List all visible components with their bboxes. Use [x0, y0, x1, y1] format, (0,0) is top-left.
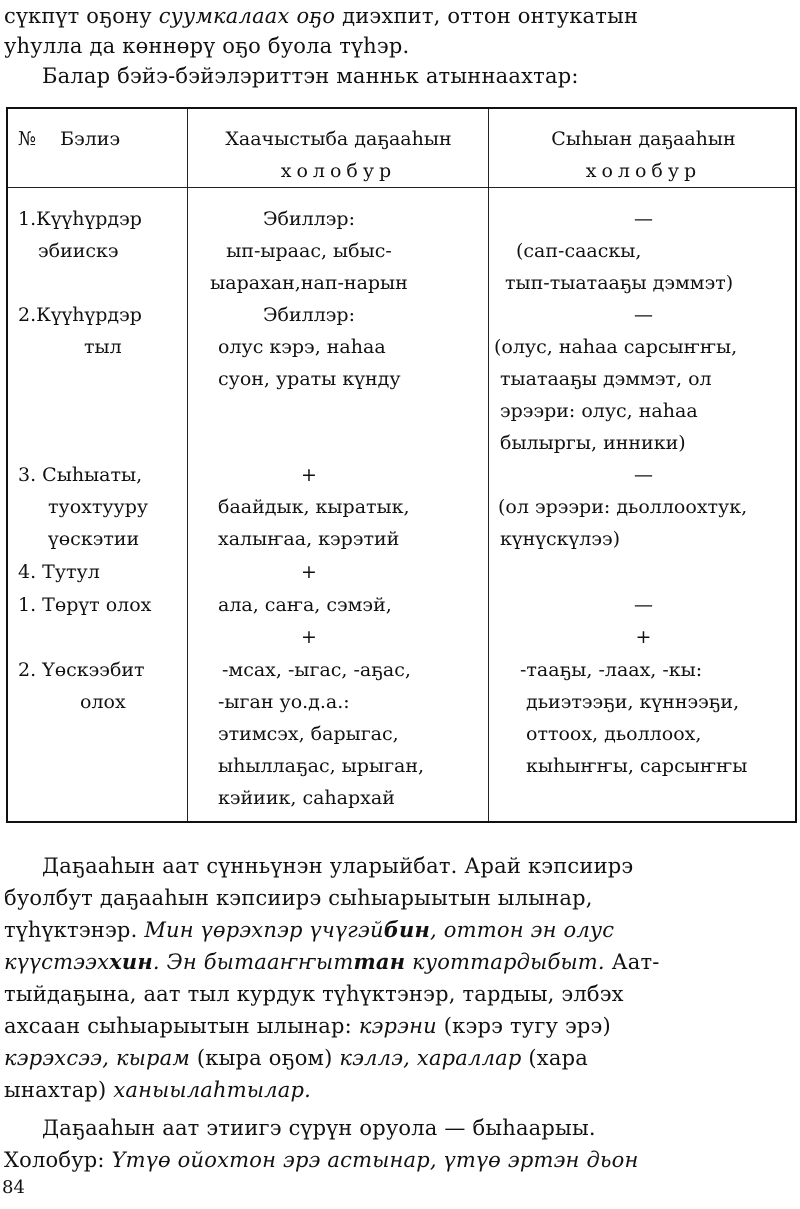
- intro-line-3: [42, 60, 579, 92]
- text-run: Балар бэйэ-бэйэлэриттэн манньк атыннаахтар:: [42, 64, 579, 88]
- col1-row-10: туохтууру: [48, 496, 149, 518]
- col2-row-2: ып-ыраас, ыбыс-: [226, 240, 392, 262]
- col3-row-11: күнүскүлээ): [500, 528, 621, 550]
- body-line-9: [42, 1112, 596, 1144]
- text-run-italic: суумкалаах оҕо: [158, 4, 336, 28]
- col2-row-1: Эбиллэр:: [263, 208, 355, 230]
- text-run-italic: ханыылаһтылар.: [113, 1078, 311, 1102]
- text-run: түһүктэнэр.: [4, 918, 145, 942]
- body-line-5: [4, 978, 624, 1010]
- body-line-8: [4, 1074, 311, 1106]
- header-col3-line1: Сыһыан даҕааһын: [551, 128, 736, 150]
- text-run: тыйдаҕына, аат тыл курдук түһүктэнэр, тардыы, элбэх: [4, 982, 624, 1006]
- text-run-italic: куоттардыбыт.: [405, 950, 605, 974]
- col3-row-3: тып-тыатааҕы дэммэт): [505, 272, 734, 294]
- column-divider-2: [488, 109, 489, 821]
- body-line-7: [4, 1042, 588, 1074]
- text-run-italic: Мин үөрэхпэр үчүгэй: [144, 918, 384, 942]
- text-run-bold-italic: бин: [383, 917, 431, 942]
- intro-line-1: [4, 0, 638, 32]
- body-line-4: [4, 946, 660, 978]
- col3-row-14: +: [635, 626, 652, 648]
- col1-row-4: 2.Күүһүрдэр: [18, 304, 142, 326]
- body-line-6: [4, 1010, 611, 1042]
- col2-row-15: -мсах, -ыгас, -аҕас,: [222, 659, 411, 681]
- col1-row-16: олох: [80, 691, 126, 713]
- col2-row-9: +: [301, 464, 317, 486]
- text-run: ынахтар): [4, 1078, 114, 1102]
- text-run-italic: . Эн бытааҥҥыт: [152, 950, 354, 974]
- page-number: 84: [2, 1177, 25, 1198]
- text-run-bold-italic: тан: [353, 949, 406, 974]
- col3-row-2: (сап-сааскы,: [516, 240, 642, 262]
- header-col2-line2: холобур: [280, 160, 397, 182]
- col1-row-5: тыл: [84, 336, 122, 358]
- col1-row-1: 1.Күүһүрдэр: [18, 208, 142, 230]
- col2-row-10: баайдык, кыратык,: [218, 496, 410, 518]
- col1-row-15: 2. Үөскээбит: [18, 659, 145, 681]
- body-line-2: [4, 882, 593, 914]
- col3-row-13: —: [634, 594, 653, 616]
- col2-row-12: +: [301, 561, 317, 583]
- col3-row-5: (олус, наһаа сарсыҥҥы,: [494, 336, 738, 358]
- col3-row-9: —: [634, 464, 653, 486]
- text-run: Аат-: [604, 950, 660, 974]
- text-run: сүкпүт оҕону: [4, 4, 159, 28]
- text-run-italic: кэллэ, хараллар: [339, 1046, 522, 1070]
- comparison-table: [6, 107, 797, 823]
- text-run: (кэрэ тугу эрэ): [436, 1014, 611, 1038]
- col3-row-8: былыргы, инники): [500, 432, 686, 454]
- col1-row-13: 1. Төрүт олох: [18, 594, 152, 616]
- text-run-bold-italic: хин: [109, 949, 153, 974]
- text-run: уһулла да көннөрү оҕо буола түһэр.: [4, 34, 410, 58]
- col3-row-16: дьиэтээҕи, күннээҕи,: [526, 691, 740, 713]
- col2-row-14: +: [301, 626, 317, 648]
- col2-row-18: ыһыллаҕас, ырыган,: [218, 755, 425, 777]
- text-run: Даҕааһын аат этиигэ сүрүн оруола — быһаарыы.: [42, 1116, 596, 1140]
- col1-row-11: үөскэтии: [48, 528, 140, 550]
- col3-row-7: эрээри: олус, наһаа: [500, 400, 698, 422]
- col3-row-17: оттоох, дьоллоох,: [526, 723, 702, 745]
- body-line-3: [4, 914, 614, 946]
- header-col2-line1: Хаачыстыба даҕааһын: [225, 128, 452, 150]
- col1-row-12: 4. Тутул: [18, 561, 100, 583]
- col2-row-3: ыарахан,нап-нарын: [210, 272, 408, 294]
- text-run-italic: күүстээх: [4, 950, 110, 974]
- col3-row-6: тыатааҕы дэммэт, ол: [500, 368, 712, 390]
- text-run: буолбут даҕааһын кэпсиирэ сыһыарыытын ылынар,: [4, 886, 593, 910]
- col3-row-1: —: [634, 208, 653, 230]
- text-run-italic: Үтүө ойохтон эрэ астынар, үтүө эртэн дьон: [111, 1148, 639, 1172]
- intro-line-2: [4, 30, 409, 62]
- text-run: (кыра оҕом): [190, 1046, 340, 1070]
- header-col1: № Бэлиэ: [18, 128, 121, 150]
- col2-row-16: -ыган уо.д.а.:: [218, 691, 350, 713]
- col3-row-15: -тааҕы, -лаах, -кы:: [520, 659, 703, 681]
- body-line-10: [4, 1144, 638, 1176]
- text-run: диэхпит, оттон онтукатын: [335, 4, 639, 28]
- text-run-italic: кэрэни: [358, 1014, 437, 1038]
- text-run: ахсаан сыһыарыытын ылынар:: [4, 1014, 359, 1038]
- text-run-italic: , оттон эн олус: [430, 918, 615, 942]
- text-run: (хара: [521, 1046, 588, 1070]
- col3-row-18: кыһыҥҥы, сарсыҥҥы: [526, 755, 748, 777]
- text-run-italic: кэрэхсээ, кырам: [4, 1046, 191, 1070]
- col2-row-19: кэйиик, саһархай: [218, 787, 395, 809]
- col2-row-17: этимсэх, барыгас,: [218, 723, 399, 745]
- col1-row-9: 3. Сыһыаты,: [18, 464, 143, 486]
- body-line-1: [42, 850, 633, 882]
- col2-row-6: суон, ураты күнду: [218, 368, 401, 390]
- col2-row-11: халыҥаа, кэрэтий: [218, 528, 400, 550]
- col1-row-2: эбиискэ: [38, 240, 119, 262]
- column-divider-1: [187, 109, 188, 821]
- header-divider: [8, 187, 795, 188]
- col2-row-13: ала, саҥа, сэмэй,: [218, 594, 392, 616]
- col3-row-10: (ол эрээри: дьоллоохтук,: [498, 496, 748, 518]
- col2-row-4: Эбиллэр:: [263, 304, 355, 326]
- text-run: Даҕааһын аат сүнньүнэн уларыйбат. Арай кэпсиирэ: [42, 854, 634, 878]
- header-col3-line2: холобур: [585, 160, 702, 182]
- col2-row-5: олус кэрэ, наһаа: [218, 336, 386, 358]
- col3-row-4: —: [634, 304, 653, 326]
- text-run: Холобур:: [4, 1148, 112, 1172]
